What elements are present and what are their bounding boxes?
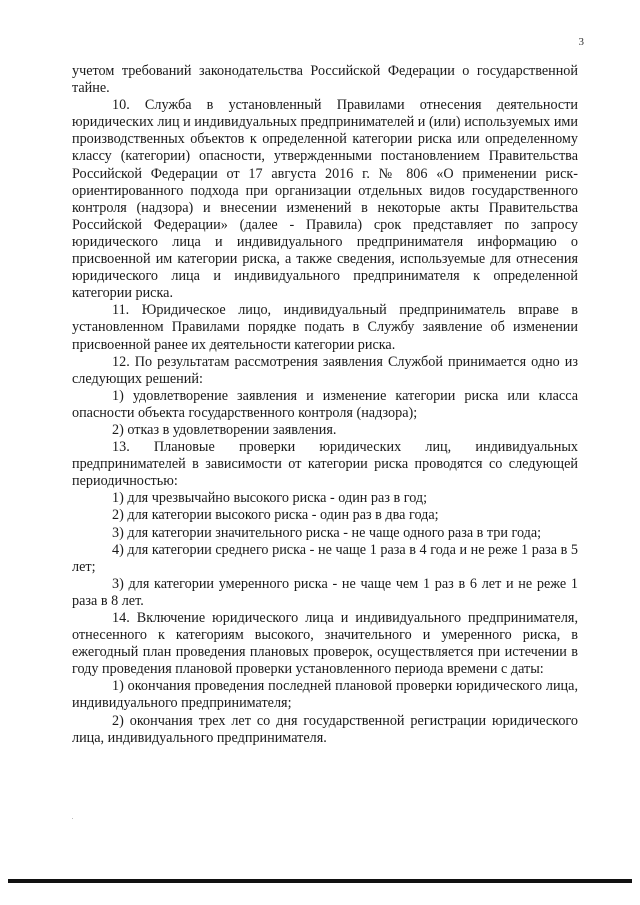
paragraph-13-item-1: 1) для чрезвычайно высокого риска - один раз в год; bbox=[112, 490, 428, 507]
paragraph-10: 10. Служба в установленный Правилами отнесения деятельности юридических лиц и индивидуальных предпринимателей и (или) используемых ими производственных объектов к определенной категории риска или определенному классу (категории) опасности, утвержденными постановлением Правительства Российской Федерации от 17 августа 2016 г. № 806 «О применении риск-ориентированного подхода при организации отдельных видов государственного контроля (надзора) и внесении изменений в некоторые акты Правительства Российской Федерации» (далее - Правила) срок представляет по запросу юридического лица и индивидуального предпринимателя информацию о присвоенной им категории риска, а также сведения, используемые для отнесения юридического лица и индивидуального предпринимателя к определенной категории риска. bbox=[72, 97, 578, 302]
paragraph-12-item-2: 2) отказ в удовлетворении заявления. bbox=[112, 421, 337, 438]
paragraph-12-item-1: 1) удовлетворение заявления и изменение категории риска или класса опасности объекта государственного контроля (надзора); bbox=[72, 387, 578, 421]
paragraph-12: 12. По результатам рассмотрения заявления Службой принимается одно из следующих решений: bbox=[72, 353, 578, 387]
page-number: 3 bbox=[578, 36, 584, 48]
paragraph-14-item-1: 1) окончания проведения последней плановой проверки юридического лица, индивидуального предпринимателя; bbox=[72, 678, 578, 712]
paragraph-11: 11. Юридическое лицо, индивидуальный предприниматель вправе в установленном Правилами порядке подать в Службу заявление об изменении присвоенной ранее их деятельности категории риска. bbox=[72, 302, 578, 353]
paragraph-14: 14. Включение юридического лица и индивидуального предпринимателя, отнесенного к категориям высокого, значительного и умеренного риска, в ежегодный план проведения плановых проверок, осуществляется при истечении в году проведения плановой проверки установленного периода времени с даты: bbox=[72, 610, 578, 678]
paragraph-14-item-2: 2) окончания трех лет со дня государственной регистрации юридического лица, индивидуального предпринимателя. bbox=[72, 712, 578, 746]
scan-bottom-edge bbox=[8, 879, 632, 883]
paragraph-13-item-3: 3) для категории значительного риска - не чаще одного раза в три года; bbox=[112, 524, 542, 541]
paragraph-13-item-5: 3) для категории умеренного риска - не чаще чем 1 раз в 6 лет и не реже 1 раза в 8 лет. bbox=[72, 575, 578, 609]
paragraph-13-item-4: 4) для категории среднего риска - не чаще 1 раза в 4 года и не реже 1 раза в 5 лет; bbox=[72, 541, 578, 575]
paragraph-13: 13. Плановые проверки юридических лиц, индивидуальных предпринимателей в зависимости от категории риска проводятся со следующей периодичностью: bbox=[72, 439, 578, 490]
paragraph-continuation: учетом требований законодательства Российской Федерации о государственной тайне. bbox=[72, 63, 578, 97]
document-body bbox=[72, 63, 578, 747]
scan-speck bbox=[72, 818, 73, 819]
paragraph-13-item-2: 2) для категории высокого риска - один раз в два года; bbox=[112, 507, 439, 524]
